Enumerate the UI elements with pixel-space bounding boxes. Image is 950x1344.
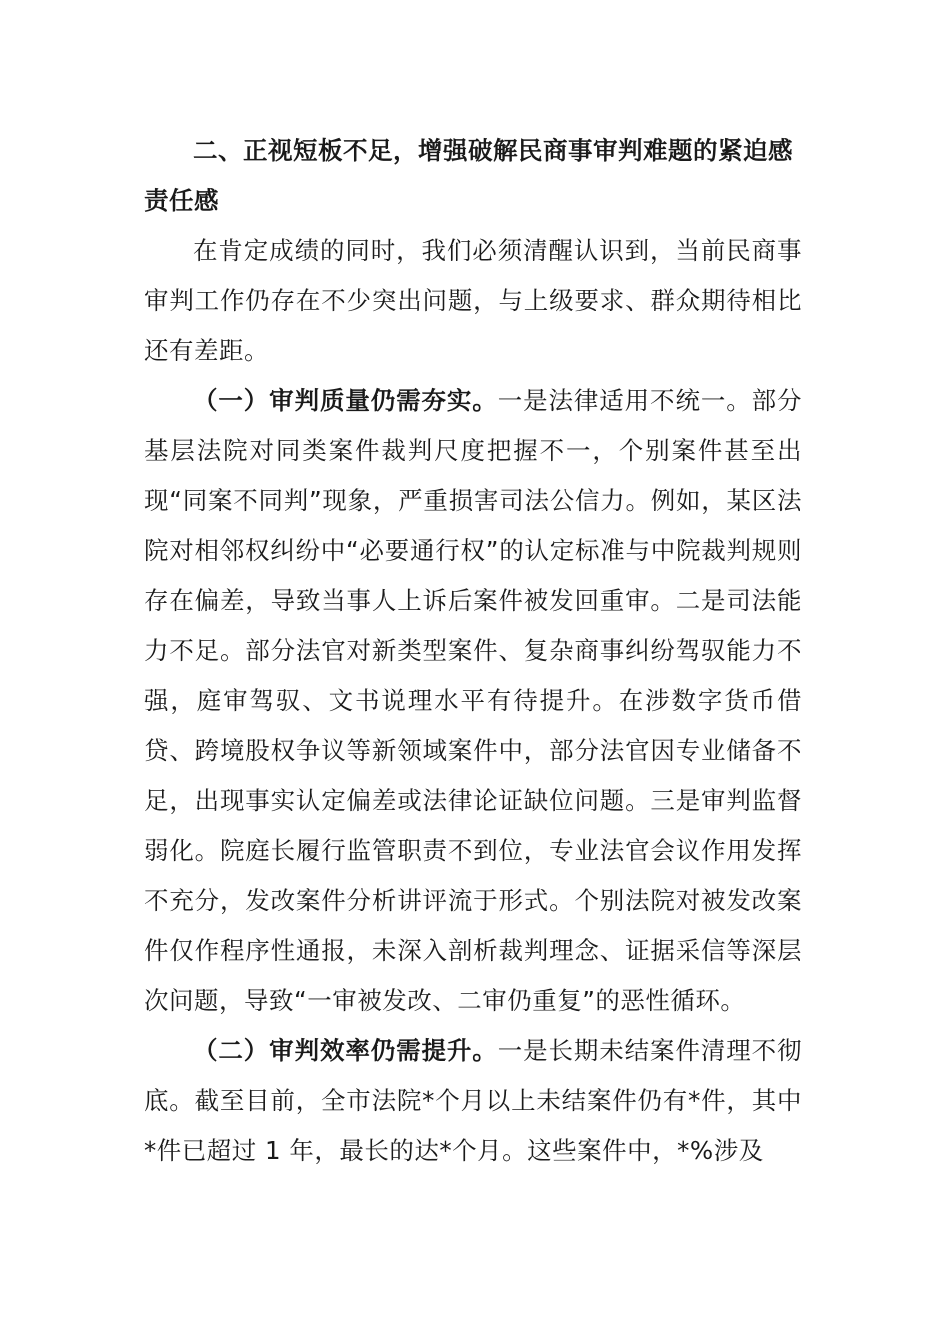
document-body [144, 126, 802, 1176]
paragraph-text: 在肯定成绩的同时，我们必须清醒认识到，当前民商事审判工作仍存在不少突出问题，与上级要求、群众期待相比还有差距。 [144, 236, 802, 365]
paragraph-lead: （一）审判质量仍需夯实。 [193, 386, 498, 415]
paragraph-text: 一是长期未结案件清理不彻底。截至目前，全市法院*个月以上未结案件仍有*件，其中*件已超过 1 年，最长的达*个月。这些案件中，*%涉及 [144, 1036, 803, 1165]
paragraph-lead: （二）审判效率仍需提升。 [193, 1036, 498, 1065]
intro-paragraph [144, 226, 802, 376]
section-heading: 二、正视短板不足，增强破解民商事审判难题的紧迫感责任感 [144, 136, 793, 215]
paragraph-text: 一是法律适用不统一。部分基层法院对同类案件裁判尺度把握不一，个别案件甚至出现“同案不同判”现象，严重损害司法公信力。例如，某区法院对相邻权纠纷中“必要通行权”的认定标准与中院裁判规则存在偏差，导致当事人上诉后案件被发回重审。二是司法能力不足。部分法官对新类型案件、复杂商事纠纷驾驭能力不强，庭审驾驭、文书说理水平有待提升。在涉数字货币借贷、跨境股权争议等新领域案件中，部分法官因专业储备不足，出现事实认定偏差或法律论证缺位问题。三是审判监督弱化。院庭长履行监管职责不到位，专业法官会议作用发挥不充分，发改案件分析讲评流于形式。个别法院对被发改案件仅作程序性通报，未深入剖析裁判理念、证据采信等深层次问题，导致“一审被发改、二审仍重复”的恶性循环。 [144, 386, 803, 1015]
quality-paragraph [144, 376, 802, 1026]
efficiency-paragraph [144, 1026, 802, 1176]
